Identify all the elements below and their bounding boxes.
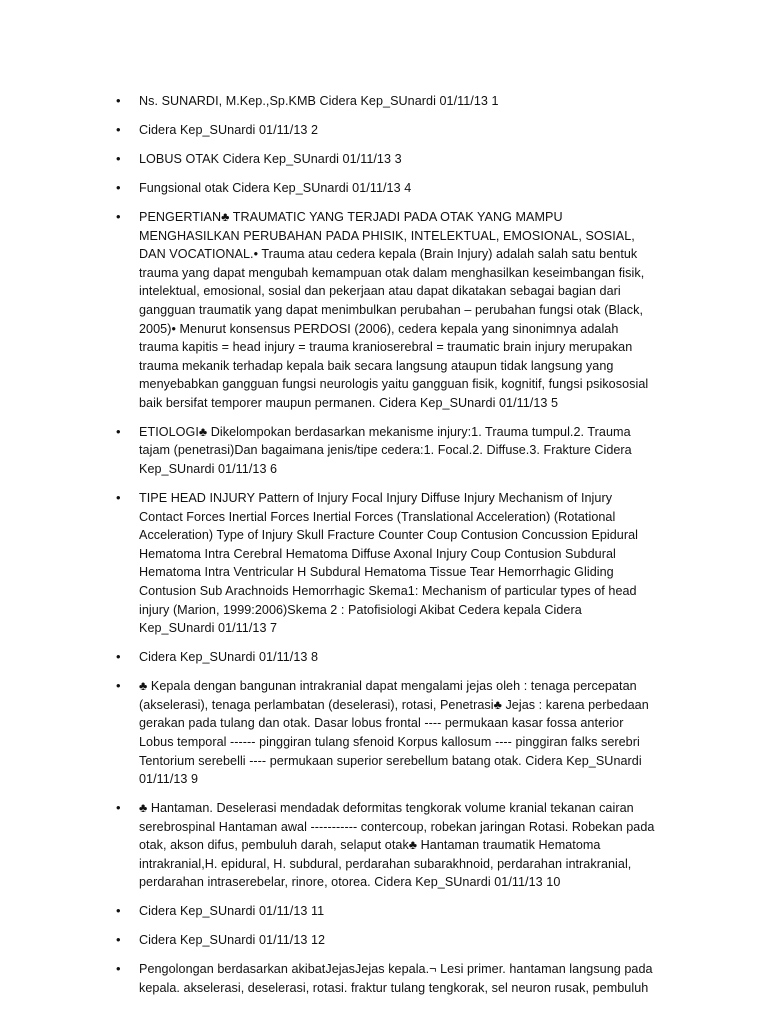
list-item <box>0 92 768 111</box>
list-item-text: ♣ Hantaman. Deselerasi mendadak deformitas tengkorak volume kranial tekanan cairan serebrospinal Hantaman awal ----------- contercoup, robekan jaringan Rotasi. Robekan pada otak, akson difus, pembuluh darah, selaput otak♣ Hantaman traumatik Hematoma intrakranial,H. epidural, H. subdural, perdarahan subarakhnoid, perdarahan intrakranial, perdarahan intraserebelar, rinore, otorea. Cidera Kep_SUnardi 01/11/13 10 <box>139 801 655 890</box>
bullet-icon: • <box>116 678 121 694</box>
list-item <box>0 799 768 892</box>
bullet-icon: • <box>116 490 121 506</box>
list-item-text: Cidera Kep_SUnardi 01/11/13 11 <box>139 904 325 919</box>
list-item-text: PENGERTIAN♣ TRAUMATIC YANG TERJADI PADA OTAK YANG MAMPU MENGHASILKAN PERUBAHAN PADA PHISIK, INTELEKTUAL, EMOSIONAL, SOSIAL, DAN VOCATIONAL.• Trauma atau cedera kepala (Brain Injury) adalah salah satu bentuk trauma yang dapat mengubah kemampuan otak dalam menghasilkan keseimbangan fisik, intelektual, emosional, sosial dan pekerjaan atau dapat dikatakan sebagai bagian dari gangguan traumatik yang dapat menimbulkan perubahan – perubahan fungsi otak (Black, 2005)• Menurut konsensus PERDOSI (2006), cedera kepala yang sinonimnya adalah trauma kapitis = head injury = trauma kranioserebral = traumatic brain injury merupakan trauma mekanik terhadap kepala baik secara langsung ataupun tidak langsung yang menyebabkan gangguan fungsi neurologis yaitu gangguan fisik, kognitif, fungsi psikososial baik bersifat temporer maupun permanen. Cidera Kep_SUnardi 01/11/13 5 <box>139 209 649 410</box>
list-item-text: ETIOLOGI♣ Dikelompokan berdasarkan mekanisme injury:1. Trauma tumpul.2. Trauma tajam (penetrasi)Dan bagaimana jenis/tipe cedera:1. Focal.2. Diffuse.3. Frakture Cidera Kep_SUnardi 01/11/13 6 <box>139 424 632 477</box>
list-item-text: Pengolongan berdasarkan akibatJejasJejas kepala.¬ Lesi primer. hantaman langsung pada kepala. akselerasi, deselerasi, rotasi. fraktur tulang tengkorak, sel neuron rusak, pembuluh <box>139 962 653 996</box>
bullet-icon: • <box>116 423 121 439</box>
list-item <box>0 489 768 638</box>
list-item-text: Cidera Kep_SUnardi 01/11/13 2 <box>139 122 319 137</box>
bullet-icon: • <box>116 179 121 195</box>
list-item <box>0 179 768 198</box>
bullet-icon: • <box>116 800 121 816</box>
bullet-list <box>0 92 768 1008</box>
bullet-icon: • <box>116 150 121 166</box>
list-item-text: LOBUS OTAK Cidera Kep_SUnardi 01/11/13 3 <box>139 151 402 166</box>
list-item-text: Cidera Kep_SUnardi 01/11/13 12 <box>139 933 326 948</box>
list-item-text: Ns. SUNARDI, M.Kep.,Sp.KMB Cidera Kep_SUnardi 01/11/13 1 <box>139 94 499 108</box>
list-item-text: TIPE HEAD INJURY Pattern of Injury Focal Injury Diffuse Injury Mechanism of Injury Contact Forces Inertial Forces Inertial Forces (Translational Acceleration) (Rotational Acceleration) Type of Injury Skull Fracture Counter Coup Contusion Concussion Epidural Hematoma Intra Cerebral Hematoma Diffuse Axonal Injury Coup Contusion Subdural Hematoma Intra Ventricular H Subdural Hematoma Tissue Tear Hemorrhagic Gliding Contusion Sub Arachnoids Hemorrhagic Skema1: Mechanism of particular types of head injury (Marion, 1999:2006)Skema 2 : Patofisiologi Akibat Cedera kepala Cidera Kep_SUnardi 01/11/13 7 <box>139 491 638 636</box>
list-item <box>0 931 768 950</box>
bullet-icon: • <box>116 903 121 919</box>
bullet-icon: • <box>116 121 121 137</box>
list-item <box>0 208 768 413</box>
list-item <box>0 902 768 921</box>
list-item-text: Fungsional otak Cidera Kep_SUnardi 01/11/13 4 <box>139 180 412 195</box>
list-item-text: ♣ Kepala dengan bangunan intrakranial dapat mengalami jejas oleh : tenaga percepatan (akselerasi), tenaga perlambatan (deselerasi), rotasi, Penetrasi♣ Jejas : karena perbedaan gerakan pada tulang dan otak. Dasar lobus frontal ---- permukaan kasar fossa anterior Lobus temporal ------ pinggiran tulang sfenoid Korpus kallosum ---- pinggiran falks serebri Tentorium serebelli ---- permukaan superior serebellum batang otak. Cidera Kep_SUnardi 01/11/13 9 <box>139 679 649 787</box>
list-item-text: Cidera Kep_SUnardi 01/11/13 8 <box>139 650 319 665</box>
list-item <box>0 121 768 140</box>
bullet-icon: • <box>116 93 121 108</box>
bullet-icon: • <box>116 649 121 665</box>
list-item <box>0 423 768 479</box>
bullet-icon: • <box>116 932 121 948</box>
list-item <box>0 960 768 997</box>
list-item <box>0 150 768 169</box>
list-item <box>0 677 768 789</box>
list-item <box>0 648 768 667</box>
bullet-icon: • <box>116 208 121 224</box>
bullet-icon: • <box>116 961 121 977</box>
